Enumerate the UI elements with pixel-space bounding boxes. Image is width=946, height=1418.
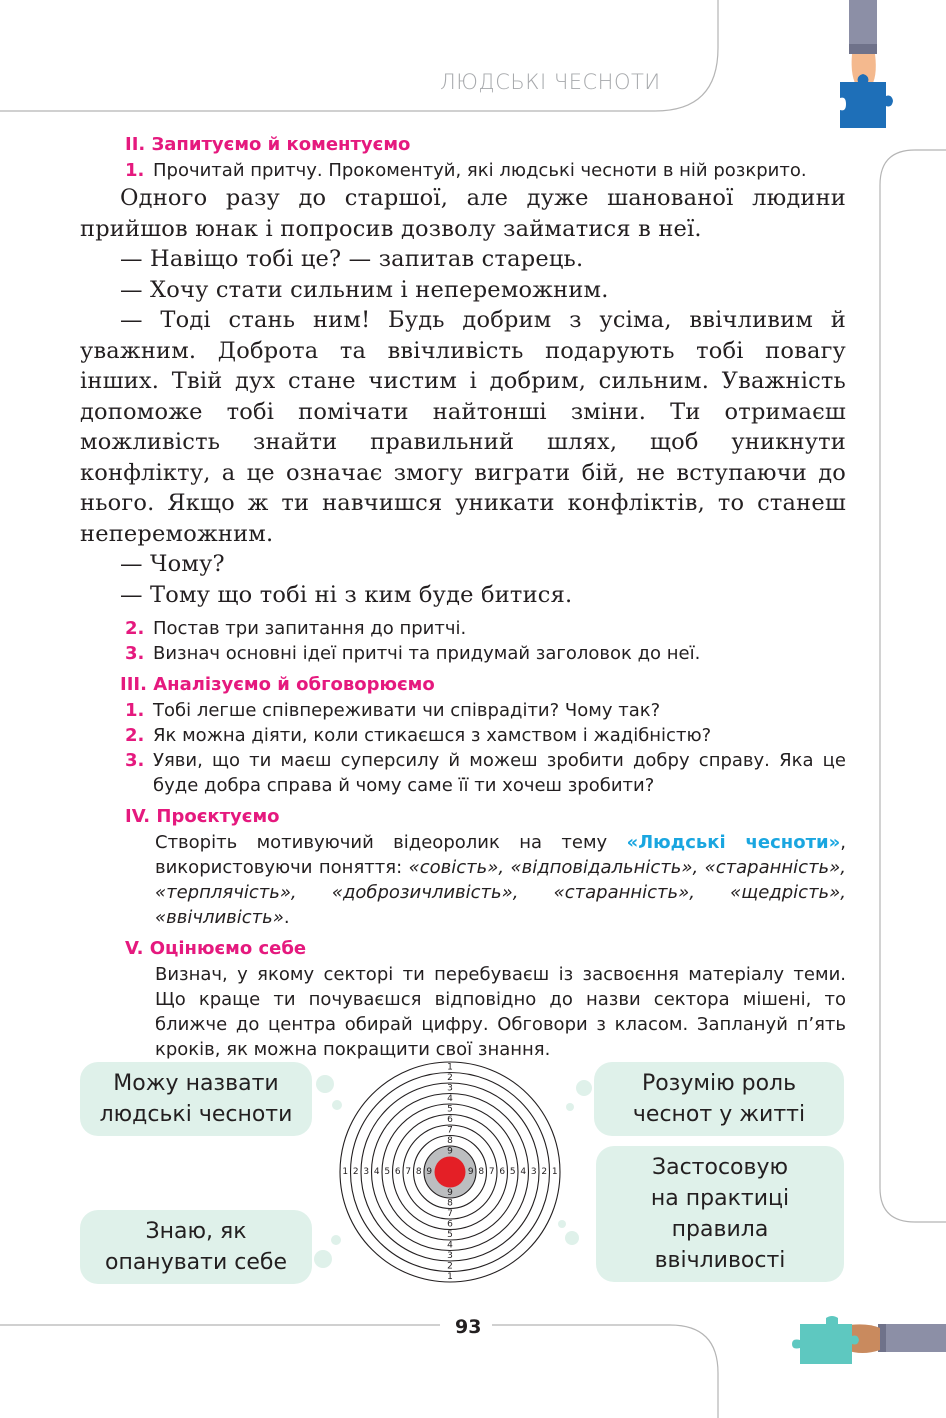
self-assessment-text: Визнач, у якому секторі ти перебуваєш із засвоєння матеріалу теми. Що краще ти почуваєшся відповідно до назви сектора мішені, то ближче до центра обирай цифру. Обговори з класом. Заплануй п’ять кроків, як можна покращити свої знання.: [155, 964, 846, 1060]
target-ring-label: 8: [447, 1135, 453, 1146]
hand-puzzle-bottom-illustration: [782, 1316, 946, 1368]
target-ring-label: 9: [426, 1167, 433, 1177]
parable-paragraph: Одного разу до старшої, але дуже шанованої людини прийшов юнак і попросив дозволу займатися в неї.: [80, 185, 846, 242]
target-ring-label: 9: [447, 1187, 453, 1198]
bubble-bottom-left: [80, 1210, 312, 1284]
target-ring-label: 8: [415, 1167, 422, 1177]
page-content: [80, 132, 846, 1062]
question-text: Уяви, що ти маєш суперсилу й можеш зробити добру справу. Яка це буде добра справа й чому саме її ти хочеш зробити?: [153, 750, 846, 796]
target-ring-label: 6: [394, 1167, 401, 1177]
target-ring-label: 5: [384, 1167, 391, 1177]
target-diagram: [335, 1057, 565, 1287]
bubble-top-left: [80, 1062, 312, 1136]
bubble-line: опанувати себе: [104, 1250, 287, 1275]
target-ring-label: 3: [447, 1250, 453, 1261]
question-text: Постав три запитання до притчі.: [153, 618, 467, 639]
question-number: 1.: [125, 700, 145, 721]
section-heading: V. Оцінюємо себе: [125, 938, 307, 959]
target-ring-label: 5: [447, 1229, 453, 1240]
parable-text: [80, 183, 846, 610]
question-number: 3.: [125, 750, 145, 771]
section-heading: IV. Проєктуємо: [125, 806, 280, 827]
question-item: [80, 723, 846, 748]
target-ring-label: 7: [488, 1167, 495, 1177]
parable-paragraph: — Тоді стань ним! Будь добрим з усіма, ввічливим й уважним. Доброта та ввічливість подарують тобі повагу інших. Твій дух стане чистим і добрим, сильним. Уважність допоможе тобі помічати найтонші зміни. Ти отримаєш можливість знайти правильний шлях, щоб уникнути конфлікту, а це означає змогу виграти бій, не вступаючи до нього. Якщо ж ти навчишся уникати конфліктів, то станеш непереможним.: [80, 307, 846, 547]
target-ring-label: 1: [447, 1271, 453, 1282]
target-ring-label: 2: [447, 1261, 453, 1272]
target-ring-label: 1: [342, 1167, 349, 1177]
question-item: [80, 641, 846, 666]
target-ring-label: 5: [447, 1104, 453, 1115]
hand-puzzle-top-illustration: [836, 0, 896, 135]
target-ring-label: 6: [447, 1114, 453, 1125]
bubble-line: Розумію роль: [641, 1071, 797, 1096]
bubble-top-right: [594, 1062, 844, 1136]
project-task-mid: , використовуючи поняття:: [155, 832, 847, 878]
question-item: [80, 748, 846, 798]
target-bullseye: [435, 1157, 466, 1188]
question-text: Прочитай притчу. Прокоментуй, які людські чесноти в ній розкрито.: [153, 160, 807, 181]
target-ring-label: 6: [447, 1219, 453, 1230]
bubble-line: людські чесноти: [99, 1102, 293, 1127]
chapter-header: ЛЮДСЬКІ ЧЕСНОТИ: [440, 70, 661, 94]
bubble-line: чеснот у житті: [632, 1102, 806, 1127]
target-ring-label: 7: [447, 1208, 453, 1219]
target-ring-label: 7: [447, 1125, 453, 1136]
bubble-bottom-right: [596, 1146, 844, 1282]
bubble-line: правила: [671, 1217, 769, 1242]
target-ring-label: 7: [405, 1167, 412, 1177]
question-item: [80, 616, 846, 641]
target-ring-label: 2: [541, 1167, 548, 1177]
page-number: 93: [455, 1316, 482, 1338]
target-ring-label: 3: [530, 1167, 537, 1177]
project-task: [155, 830, 846, 930]
parable-paragraph: — Чому?: [120, 551, 225, 577]
question-text: Визнач основні ідеї притчі та придумай заголовок до неї.: [153, 643, 701, 664]
project-topic: «Людські чесноти»: [626, 832, 841, 853]
question-number: 1.: [125, 160, 145, 181]
parable-paragraph: — Тому що тобі ні з ким буде битися.: [120, 581, 573, 608]
target-ring-label: 4: [447, 1240, 453, 1251]
question-number: 2.: [125, 618, 145, 639]
parable-paragraph: — Навіщо тобі це? — запитав старець.: [120, 246, 584, 272]
bubble-line: ввічливості: [654, 1248, 786, 1273]
question-number: 3.: [125, 643, 145, 664]
section-heading: III. Аналізуємо й обговорюємо: [120, 674, 435, 695]
target-ring-label: 8: [447, 1198, 453, 1209]
target-ring-label: 3: [447, 1083, 453, 1094]
target-ring-label: 4: [520, 1167, 527, 1177]
project-task-lead: Створіть мотивуючий відеоролик на тему: [155, 832, 608, 853]
target-ring-label: 6: [499, 1167, 506, 1177]
question-item: [80, 698, 846, 723]
target-ring-label: 4: [373, 1167, 380, 1177]
target-ring-label: 5: [509, 1167, 516, 1177]
bubble-line: Знаю, як: [145, 1219, 247, 1244]
question-number: 2.: [125, 725, 145, 746]
target-ring-label: 9: [447, 1146, 453, 1157]
bubble-line: Можу назвати: [113, 1071, 279, 1096]
concept-list: «совість», «відповідальність», «старанність», «терплячість», «доброзичливість», «старанність», «щедрість», «ввічливість»: [155, 857, 846, 928]
target-ring-label: 8: [478, 1167, 485, 1177]
bubble-line: Застосовую: [651, 1155, 789, 1180]
question-item: [80, 158, 846, 183]
question-text: Як можна діяти, коли стикаєшся з хамством і жадібністю?: [153, 725, 712, 746]
target-ring-label: 2: [447, 1072, 453, 1083]
project-task-end: .: [283, 907, 290, 928]
target-ring-label: 1: [447, 1062, 453, 1073]
bubble-line: на практиці: [650, 1186, 790, 1211]
target-ring-label: 3: [363, 1167, 370, 1177]
target-ring-label: 9: [467, 1167, 474, 1177]
target-ring-label: 4: [447, 1093, 453, 1104]
target-ring-label: 2: [352, 1167, 359, 1177]
section-heading: II. Запитуємо й коментуємо: [125, 134, 411, 155]
target-ring-label: 1: [551, 1167, 558, 1177]
question-text: Тобі легше співпереживати чи співрадіти? Чому так?: [153, 700, 661, 721]
parable-paragraph: — Хочу стати сильним і непереможним.: [120, 276, 609, 303]
